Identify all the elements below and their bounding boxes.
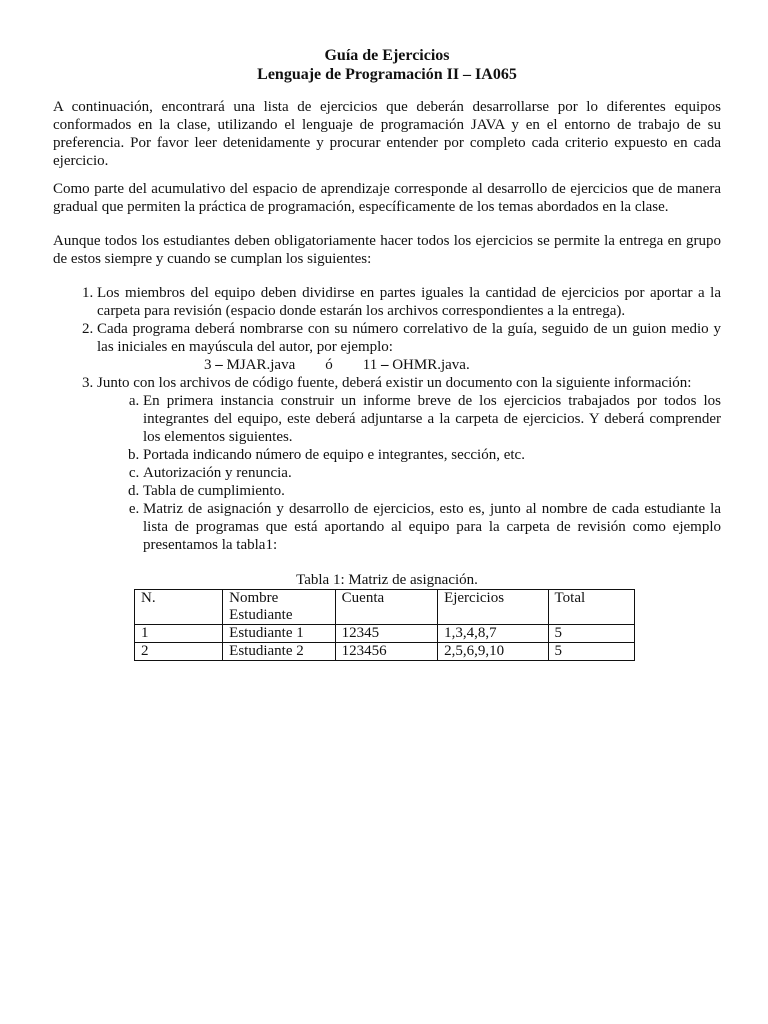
table-header-cell: N. <box>135 590 223 625</box>
table-header-cell: Total <box>548 590 634 625</box>
sub-list-item: c. Autorización y renuncia. <box>143 464 721 482</box>
example-number-a: 3 <box>204 357 212 373</box>
example-name-b: OHMR.java. <box>392 357 470 373</box>
list-item <box>97 284 721 320</box>
table-row <box>135 625 635 643</box>
list-item <box>97 320 721 374</box>
list-item-text: Los miembros del equipo deben dividirse en partes iguales la cantidad de ejercicios por aportar a la carpeta para revisión (espacio donde estarán los archivos correspondientes a la entrega). <box>97 285 721 319</box>
assignment-matrix-table <box>134 589 635 661</box>
table-cell: Estudiante 1 <box>223 625 336 643</box>
table-cell: 2 <box>135 643 223 661</box>
example-number-b: 11 <box>362 357 378 373</box>
table-cell: 123456 <box>335 643 437 661</box>
intro-paragraph: A continuación, encontrará una lista de ejercicios que deberán desarrollarse por lo diferentes equipos conformados en la clase, utilizando el lenguaje de programación JAVA y en el entorno de trabajo de su preferencia. Por favor leer detenidamente y procurar entender por completo cada criterio expuesto en cada ejercicio. <box>53 99 721 169</box>
context-paragraph: Como parte del acumulativo del espacio de aprendizaje corresponde al desarrollo de ejercicios que de manera gradual que permiten la práctica de programación, específicamente de los temas abordados en la clase. <box>53 181 721 215</box>
table-caption: Tabla 1: Matriz de asignación. <box>296 572 478 588</box>
document-contents-list <box>97 392 721 554</box>
list-item-text: Junto con los archivos de código fuente, deberá existir un documento con la siguiente información: <box>97 375 692 391</box>
sub-list-item: d. Tabla de cumplimiento. <box>143 482 721 500</box>
table-cell: 5 <box>548 625 634 643</box>
table-cell: 2,5,6,9,10 <box>438 643 548 661</box>
example-dash-a: – <box>211 357 227 373</box>
table-cell: 1,3,4,8,7 <box>438 625 548 643</box>
conditions-list <box>53 284 721 554</box>
list-item-text: Cada programa deberá nombrarse con su número correlativo de la guía, seguido de un guion medio y las iniciales en mayúscula del autor, por ejemplo: <box>97 321 721 355</box>
table-header-cell: Ejercicios <box>438 590 548 625</box>
sub-list-item: a. En primera instancia construir un informe breve de los ejercicios trabajados por todos los integrantes del equipo, este deberá adjuntarse a la carpeta de ejercicios. Y deberá comprender los elementos siguientes. <box>143 392 721 446</box>
title-line-2: Lenguaje de Programación II – IA065 <box>257 66 517 83</box>
list-item <box>97 374 721 554</box>
filename-example <box>97 356 721 374</box>
table-cell: 5 <box>548 643 634 661</box>
table-header-row <box>135 590 635 625</box>
title-line-1: Guía de Ejercicios <box>324 47 450 64</box>
table-header-cell: Nombre Estudiante <box>223 590 336 625</box>
sub-list-item: e. Matriz de asignación y desarrollo de ejercicios, esto es, junto al nombre de cada estudiante la lista de programas que está aportando al equipo para la carpeta de revisión como ejemplo presentamos la tabla1: <box>143 500 721 554</box>
example-name-a: MJAR.java <box>226 357 296 373</box>
table-header-cell: Cuenta <box>335 590 437 625</box>
example-or: ó <box>325 357 333 373</box>
table-cell: 1 <box>135 625 223 643</box>
table-row <box>135 643 635 661</box>
sub-list-item: b. Portada indicando número de equipo e integrantes, sección, etc. <box>143 446 721 464</box>
table-cell: 12345 <box>335 625 437 643</box>
conditions-paragraph: Aunque todos los estudiantes deben obligatoriamente hacer todos los ejercicios se permite la entrega en grupo de estos siempre y cuando se cumplan los siguientes: <box>53 233 721 267</box>
document-title <box>53 46 721 84</box>
example-dash-b: – <box>377 357 393 373</box>
table-cell: Estudiante 2 <box>223 643 336 661</box>
